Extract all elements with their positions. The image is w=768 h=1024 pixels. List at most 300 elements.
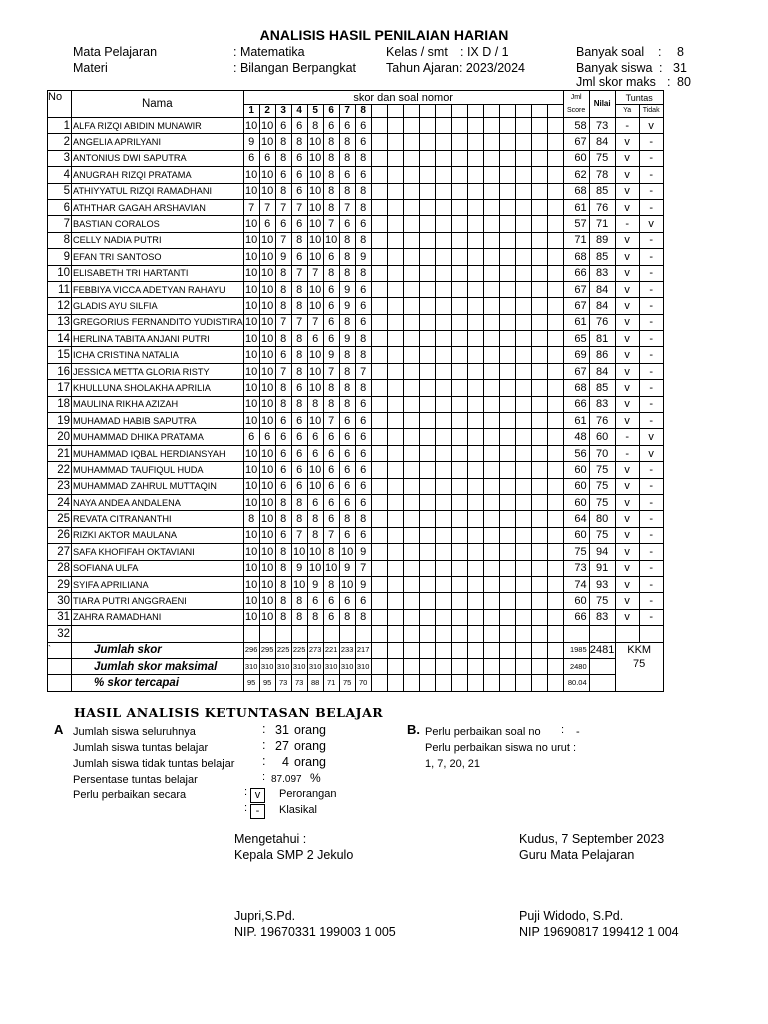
jumlah-maks-total: 2480 bbox=[563, 658, 589, 674]
tuntas-ya: - bbox=[615, 429, 639, 445]
jml-score: 67 bbox=[563, 134, 589, 150]
tuntas-tidak: - bbox=[639, 167, 663, 183]
score-cell bbox=[467, 150, 483, 166]
jml-score: 68 bbox=[563, 249, 589, 265]
perbaikan-soal-colon: : bbox=[561, 724, 565, 736]
score-cell: 8 bbox=[355, 380, 371, 396]
score-cell: 7 bbox=[259, 199, 275, 215]
tuntas-tidak: - bbox=[639, 380, 663, 396]
score-cell bbox=[499, 331, 515, 347]
persen-value bbox=[467, 675, 483, 691]
persen-value bbox=[531, 675, 547, 691]
score-cell bbox=[547, 363, 563, 379]
table-row bbox=[48, 609, 664, 625]
kepala-sekolah-name: Jupri,S.Pd. bbox=[234, 909, 296, 923]
score-cell bbox=[387, 265, 403, 281]
score-cell bbox=[371, 249, 387, 265]
score-cell bbox=[371, 150, 387, 166]
student-name: ZAHRA RAMADHANI bbox=[72, 609, 244, 625]
kkm-value: 75 bbox=[615, 658, 663, 691]
score-cell: 10 bbox=[307, 363, 323, 379]
jumlah-skor-value bbox=[499, 642, 515, 658]
persen-value bbox=[515, 675, 531, 691]
score-cell bbox=[483, 544, 499, 560]
tuntas-tidak: - bbox=[639, 609, 663, 625]
jumlah-maks-value bbox=[387, 658, 403, 674]
score-cell: 6 bbox=[339, 478, 355, 494]
score-cell bbox=[451, 167, 467, 183]
score-cell bbox=[499, 232, 515, 248]
score-cell: 10 bbox=[243, 347, 259, 363]
q-number-header bbox=[451, 105, 467, 118]
score-cell bbox=[515, 527, 531, 543]
score-cell: 10 bbox=[243, 593, 259, 609]
score-cell bbox=[515, 347, 531, 363]
tuntas-ya: v bbox=[615, 183, 639, 199]
score-cell bbox=[387, 593, 403, 609]
score-cell bbox=[547, 527, 563, 543]
score-cell bbox=[451, 445, 467, 461]
tuntas-colon: : bbox=[262, 738, 266, 752]
score-cell: 6 bbox=[291, 380, 307, 396]
score-cell bbox=[531, 216, 547, 232]
score-cell: 7 bbox=[323, 527, 339, 543]
score-cell bbox=[403, 314, 419, 330]
q-number-header: 7 bbox=[339, 105, 355, 118]
score-cell: 10 bbox=[243, 544, 259, 560]
score-cell bbox=[291, 626, 307, 642]
score-cell bbox=[483, 118, 499, 134]
score-cell bbox=[435, 478, 451, 494]
score-cell: 8 bbox=[275, 593, 291, 609]
score-cell bbox=[371, 265, 387, 281]
score-cell: 8 bbox=[355, 347, 371, 363]
tuntas-ya: v bbox=[615, 593, 639, 609]
q-number-header bbox=[403, 105, 419, 118]
table-row bbox=[48, 511, 664, 527]
table-row bbox=[48, 118, 664, 134]
score-cell bbox=[483, 380, 499, 396]
score-cell: 6 bbox=[323, 298, 339, 314]
score-cell bbox=[547, 609, 563, 625]
tuntas-tidak: - bbox=[639, 134, 663, 150]
score-cell: 10 bbox=[259, 249, 275, 265]
score-cell: 6 bbox=[355, 314, 371, 330]
score-cell bbox=[371, 511, 387, 527]
score-cell: 8 bbox=[275, 183, 291, 199]
score-cell bbox=[435, 347, 451, 363]
persen-value bbox=[483, 675, 499, 691]
score-cell: 8 bbox=[339, 396, 355, 412]
jumlah-skor-value: 217 bbox=[355, 642, 371, 658]
score-cell bbox=[451, 249, 467, 265]
jumlah-skor-row bbox=[48, 642, 664, 658]
student-name: NAYA ANDEA ANDALENA bbox=[72, 494, 244, 510]
score-cell bbox=[403, 199, 419, 215]
score-cell: 10 bbox=[259, 265, 275, 281]
perorangan-mark: v bbox=[250, 788, 265, 803]
banyak-soal-colon: : bbox=[658, 45, 662, 59]
score-cell: 10 bbox=[259, 413, 275, 429]
nilai: 78 bbox=[589, 167, 615, 183]
q-number-header bbox=[467, 105, 483, 118]
score-cell bbox=[403, 413, 419, 429]
tuntas-tidak: - bbox=[639, 560, 663, 576]
score-cell bbox=[483, 183, 499, 199]
score-cell bbox=[467, 216, 483, 232]
jumlah-skor-value: 295 bbox=[259, 642, 275, 658]
student-name: ALFA RIZQI ABIDIN MUNAWIR bbox=[72, 118, 244, 134]
score-cell: 8 bbox=[275, 609, 291, 625]
score-cell: 8 bbox=[339, 134, 355, 150]
jumlah-maks-value bbox=[451, 658, 467, 674]
score-cell: 6 bbox=[355, 281, 371, 297]
score-cell bbox=[499, 347, 515, 363]
guru-nip: NIP 19690817 199412 1 004 bbox=[519, 925, 679, 939]
score-cell: 8 bbox=[291, 281, 307, 297]
jml-score: 48 bbox=[563, 429, 589, 445]
score-cell: 10 bbox=[259, 167, 275, 183]
persen-value bbox=[403, 675, 419, 691]
student-no: 22 bbox=[48, 462, 72, 478]
score-cell bbox=[387, 331, 403, 347]
score-cell bbox=[451, 593, 467, 609]
nilai: 84 bbox=[589, 281, 615, 297]
score-cell: 10 bbox=[243, 478, 259, 494]
persen-value bbox=[547, 675, 563, 691]
banyak-soal-label: Banyak soal bbox=[576, 45, 645, 59]
tuntas-ya: v bbox=[615, 331, 639, 347]
score-cell bbox=[483, 462, 499, 478]
score-cell bbox=[483, 281, 499, 297]
student-name: JESSICA METTA GLORIA RISTY bbox=[72, 363, 244, 379]
jumlah-maks-value bbox=[547, 658, 563, 674]
tuntas-tidak: - bbox=[639, 232, 663, 248]
jumlah-maks-value bbox=[515, 658, 531, 674]
score-cell: 9 bbox=[355, 544, 371, 560]
student-name: MAULINA RIKHA AZIZAH bbox=[72, 396, 244, 412]
score-cell bbox=[435, 593, 451, 609]
score-cell bbox=[531, 249, 547, 265]
score-cell bbox=[483, 396, 499, 412]
score-cell bbox=[435, 380, 451, 396]
jumlah-skor-value bbox=[435, 642, 451, 658]
score-cell bbox=[419, 249, 435, 265]
score-cell bbox=[435, 626, 451, 642]
score-cell: 8 bbox=[243, 511, 259, 527]
score-cell bbox=[467, 380, 483, 396]
score-cell bbox=[483, 314, 499, 330]
score-cell: 10 bbox=[243, 560, 259, 576]
tuntas-tidak: - bbox=[639, 249, 663, 265]
perbaikan-siswa-label: Perlu perbaikan siswa no urut : bbox=[425, 742, 577, 754]
score-cell bbox=[515, 560, 531, 576]
nilai: 75 bbox=[589, 593, 615, 609]
score-cell bbox=[499, 167, 515, 183]
score-cell: 8 bbox=[307, 118, 323, 134]
score-cell bbox=[547, 265, 563, 281]
table-row bbox=[48, 232, 664, 248]
score-cell bbox=[371, 380, 387, 396]
score-cell bbox=[515, 249, 531, 265]
jml-score: 66 bbox=[563, 265, 589, 281]
jumlah-skor-value: 221 bbox=[323, 642, 339, 658]
analysis-heading: HASIL ANALISIS KETUNTASAN BELAJAR bbox=[74, 705, 384, 720]
score-cell: 10 bbox=[259, 232, 275, 248]
student-name: GLADIS AYU SILFIA bbox=[72, 298, 244, 314]
score-cell bbox=[515, 265, 531, 281]
tuntas-tidak: - bbox=[639, 462, 663, 478]
tuntas-tidak: - bbox=[639, 150, 663, 166]
score-cell: 10 bbox=[243, 445, 259, 461]
jumlah-maks-value bbox=[419, 658, 435, 674]
score-cell: 7 bbox=[291, 199, 307, 215]
q-number-header: 4 bbox=[291, 105, 307, 118]
score-cell bbox=[435, 249, 451, 265]
score-cell: 10 bbox=[259, 347, 275, 363]
tuntas-tidak: - bbox=[639, 511, 663, 527]
score-cell bbox=[499, 249, 515, 265]
score-cell bbox=[403, 462, 419, 478]
score-cell bbox=[467, 331, 483, 347]
student-no: 6 bbox=[48, 199, 72, 215]
jml-score: 60 bbox=[563, 494, 589, 510]
jumlah-maks-value bbox=[435, 658, 451, 674]
score-cell bbox=[467, 298, 483, 314]
score-cell: 10 bbox=[243, 265, 259, 281]
jml-score: 65 bbox=[563, 331, 589, 347]
student-no: 4 bbox=[48, 167, 72, 183]
tuntas-label: Jumlah siswa tuntas belajar bbox=[73, 742, 209, 754]
score-cell bbox=[435, 413, 451, 429]
score-cell bbox=[531, 380, 547, 396]
table-row bbox=[48, 478, 664, 494]
score-cell: 7 bbox=[275, 232, 291, 248]
score-cell: 9 bbox=[243, 134, 259, 150]
score-cell bbox=[435, 363, 451, 379]
score-cell: 9 bbox=[323, 347, 339, 363]
score-cell bbox=[499, 314, 515, 330]
nilai: 91 bbox=[589, 560, 615, 576]
tuntas-ya: v bbox=[615, 413, 639, 429]
jumlah-skor-value bbox=[419, 642, 435, 658]
score-cell: 6 bbox=[243, 150, 259, 166]
score-cell bbox=[515, 134, 531, 150]
score-cell: 6 bbox=[355, 462, 371, 478]
q-number-header bbox=[483, 105, 499, 118]
score-cell: 8 bbox=[323, 544, 339, 560]
table-row bbox=[48, 216, 664, 232]
score-cell: 8 bbox=[291, 298, 307, 314]
score-cell bbox=[451, 380, 467, 396]
score-cell: 10 bbox=[259, 281, 275, 297]
score-cell: 8 bbox=[275, 396, 291, 412]
col-jml-header: Jml bbox=[563, 91, 589, 105]
table-row bbox=[48, 199, 664, 215]
score-cell: 8 bbox=[291, 232, 307, 248]
score-cell bbox=[467, 167, 483, 183]
score-cell: 8 bbox=[323, 134, 339, 150]
jumlah-maks-value bbox=[467, 658, 483, 674]
score-cell: 8 bbox=[275, 380, 291, 396]
score-cell: 10 bbox=[243, 396, 259, 412]
score-cell: 6 bbox=[355, 593, 371, 609]
score-cell: 10 bbox=[243, 167, 259, 183]
score-cell bbox=[467, 478, 483, 494]
score-cell bbox=[259, 626, 275, 642]
score-cell bbox=[467, 593, 483, 609]
score-cell bbox=[483, 347, 499, 363]
score-cell bbox=[419, 380, 435, 396]
score-cell: 6 bbox=[275, 167, 291, 183]
score-cell bbox=[387, 429, 403, 445]
persen-value: 70 bbox=[355, 675, 371, 691]
score-cell bbox=[419, 167, 435, 183]
score-cell bbox=[499, 593, 515, 609]
score-cell bbox=[515, 118, 531, 134]
score-cell: 7 bbox=[307, 314, 323, 330]
score-cell bbox=[451, 478, 467, 494]
score-cell: 10 bbox=[307, 462, 323, 478]
student-name: MUHAMMAD DHIKA PRATAMA bbox=[72, 429, 244, 445]
score-cell bbox=[435, 199, 451, 215]
score-cell bbox=[275, 626, 291, 642]
score-cell: 6 bbox=[339, 593, 355, 609]
jml-score: 60 bbox=[563, 150, 589, 166]
jumlah-skor-value: 273 bbox=[307, 642, 323, 658]
score-cell bbox=[499, 527, 515, 543]
score-cell: 6 bbox=[291, 413, 307, 429]
score-cell bbox=[547, 150, 563, 166]
tuntas-ya: v bbox=[615, 199, 639, 215]
tuntas-tidak: v bbox=[639, 429, 663, 445]
score-cell bbox=[451, 150, 467, 166]
score-cell bbox=[547, 199, 563, 215]
score-cell bbox=[483, 363, 499, 379]
score-cell bbox=[483, 249, 499, 265]
tidak-tuntas-orang: orang bbox=[294, 755, 326, 769]
col-skor-header: skor dan soal nomor bbox=[243, 91, 563, 105]
score-cell: 10 bbox=[259, 380, 275, 396]
score-cell bbox=[435, 544, 451, 560]
score-cell: 7 bbox=[291, 527, 307, 543]
score-cell bbox=[419, 134, 435, 150]
score-cell bbox=[499, 626, 515, 642]
score-cell bbox=[467, 413, 483, 429]
score-cell: 6 bbox=[323, 478, 339, 494]
score-cell: 10 bbox=[307, 183, 323, 199]
empty-cell bbox=[589, 658, 615, 674]
klasikal-checkbox[interactable] bbox=[250, 801, 265, 819]
kelas-value: : IX D / 1 bbox=[460, 45, 509, 59]
score-cell bbox=[515, 626, 531, 642]
score-cell bbox=[547, 249, 563, 265]
score-cell bbox=[387, 232, 403, 248]
score-cell: 8 bbox=[339, 380, 355, 396]
score-cell bbox=[387, 314, 403, 330]
score-cell bbox=[371, 298, 387, 314]
tuntas-tidak: - bbox=[639, 199, 663, 215]
nilai: 76 bbox=[589, 314, 615, 330]
score-cell bbox=[387, 396, 403, 412]
persen-value: 95 bbox=[259, 675, 275, 691]
student-name: MUHAMMAD IQBAL HERDIANSYAH bbox=[72, 445, 244, 461]
score-cell bbox=[483, 527, 499, 543]
score-cell bbox=[467, 544, 483, 560]
score-cell bbox=[435, 396, 451, 412]
table-row bbox=[48, 314, 664, 330]
q-number-header bbox=[419, 105, 435, 118]
student-name: ANGELIA APRILYANI bbox=[72, 134, 244, 150]
table-row bbox=[48, 429, 664, 445]
jumlah-skor-value bbox=[387, 642, 403, 658]
score-cell: 6 bbox=[275, 462, 291, 478]
empty-cell bbox=[589, 675, 615, 691]
score-cell bbox=[419, 347, 435, 363]
score-cell bbox=[499, 478, 515, 494]
score-cell bbox=[499, 544, 515, 560]
student-name: SOFIANA ULFA bbox=[72, 560, 244, 576]
score-cell bbox=[435, 445, 451, 461]
score-cell bbox=[467, 118, 483, 134]
score-cell: 8 bbox=[291, 347, 307, 363]
score-cell: 6 bbox=[339, 216, 355, 232]
tuntas-tidak: - bbox=[639, 593, 663, 609]
jml-score: 56 bbox=[563, 445, 589, 461]
score-cell bbox=[483, 298, 499, 314]
score-cell: 7 bbox=[275, 363, 291, 379]
score-cell: 10 bbox=[307, 199, 323, 215]
perorangan-label: Perorangan bbox=[279, 788, 337, 800]
student-name: ANUGRAH RIZQI PRATAMA bbox=[72, 167, 244, 183]
score-cell: 10 bbox=[307, 249, 323, 265]
score-cell: 6 bbox=[355, 396, 371, 412]
score-cell: 10 bbox=[243, 118, 259, 134]
tuntas-ya: v bbox=[615, 609, 639, 625]
score-cell bbox=[387, 298, 403, 314]
score-cell bbox=[499, 363, 515, 379]
table-row bbox=[48, 593, 664, 609]
score-cell bbox=[547, 298, 563, 314]
score-cell bbox=[515, 593, 531, 609]
jml-score: 68 bbox=[563, 183, 589, 199]
score-cell: 8 bbox=[291, 363, 307, 379]
student-name: TIARA PUTRI ANGGRAENI bbox=[72, 593, 244, 609]
score-cell bbox=[515, 281, 531, 297]
jumlah-maks-value: 310 bbox=[243, 658, 259, 674]
score-cell bbox=[419, 281, 435, 297]
jumlah-maks-value bbox=[371, 658, 387, 674]
q-number-header: 2 bbox=[259, 105, 275, 118]
score-cell: 8 bbox=[355, 609, 371, 625]
score-cell bbox=[435, 331, 451, 347]
score-cell bbox=[451, 118, 467, 134]
score-cell bbox=[403, 232, 419, 248]
score-cell bbox=[387, 249, 403, 265]
score-cell bbox=[419, 331, 435, 347]
score-cell bbox=[515, 462, 531, 478]
score-cell bbox=[531, 134, 547, 150]
score-cell bbox=[435, 527, 451, 543]
nilai: 84 bbox=[589, 134, 615, 150]
q-number-header bbox=[515, 105, 531, 118]
col-no-header: No bbox=[48, 91, 72, 118]
score-cell bbox=[451, 347, 467, 363]
score-cell bbox=[419, 118, 435, 134]
score-cell: 8 bbox=[355, 199, 371, 215]
score-cell: 10 bbox=[243, 413, 259, 429]
jml-score: 60 bbox=[563, 478, 589, 494]
